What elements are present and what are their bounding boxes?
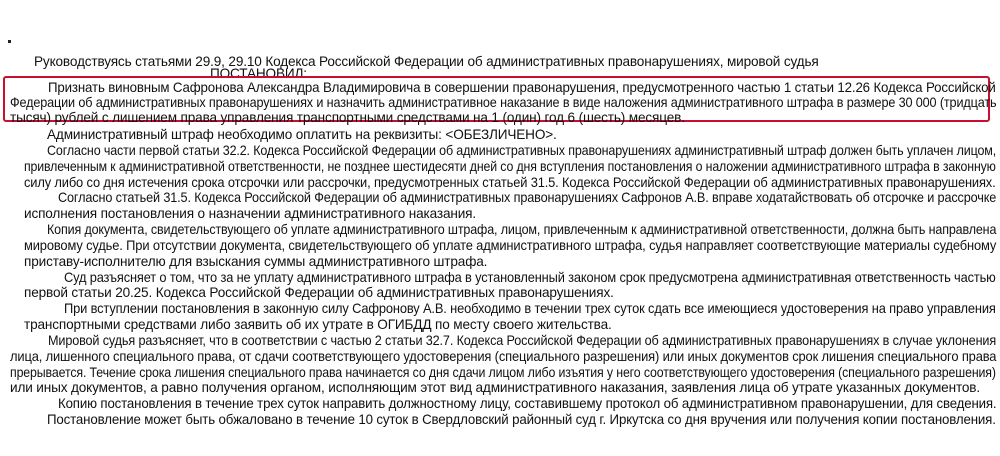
paragraph-line: При вступлении постановления в законную силу Сафронову А.В. необходимо в течении трех суток сдать все имеющиеся удостоверения на право управления xyxy=(64,301,996,316)
paragraph-line: приставу-исполнителю для взыскания суммы административного штрафа. xyxy=(24,254,488,269)
paragraph-line: Копия документа, свидетельствующего об уплате административного штрафа, лицом, привлеченным к административной ответственности, должна быть направлена xyxy=(47,222,997,237)
paragraph-line: Административный штраф необходимо оплатить на реквизиты: <ОБЕЗЛИЧЕНО>. xyxy=(47,127,557,142)
bullet-mark xyxy=(8,40,11,43)
ruling-heading: ПОСТАНОВИЛ: xyxy=(210,66,307,81)
paragraph-line: Согласно статьей 31.5. Кодекса Российской Федерации об административных правонарушениях Сафронов А.В. вправе ходатайствовать об отсрочке и рассрочке xyxy=(58,190,997,205)
paragraph-line: Мировой судья разъясняет, что в соответствии с частью 2 статьи 32.7. Кодекса Российской Федерации об административных правонарушениях в случае уклонения xyxy=(48,333,997,348)
paragraph-line: привлеченным к административной ответственности, не позднее шестидесяти дней со дня вступления постановления о наложении административного штрафа в законную xyxy=(24,159,996,174)
paragraph-line: Постановление может быть обжаловано в течение 10 суток в Свердловский районный суд г. Иркутска со дня вручения или получения копии постановления. xyxy=(47,412,996,427)
paragraph-line: первой статьи 20.25. Кодекса Российской Федерации об административных правонарушениях. xyxy=(24,285,614,300)
paragraph-line: исполнения постановления о назначении административного наказания. xyxy=(24,206,477,221)
paragraph-line: силу либо со дня истечения срока отсрочки или рассрочки, предусмотренных статьей 31.5. Кодекса Российской Федерации об административных правонарушениях. xyxy=(24,175,996,190)
paragraph-line: Суд разъясняет о том, что за не уплату административного штрафа в установленный законом срок предусмотрена административная ответственность частью xyxy=(64,270,996,285)
paragraph-line: транспортными средствами либо заявить об их утрате в ОГИБДД по месту своего жительства. xyxy=(24,317,612,332)
paragraph-line: прерывается. Течение срока лишения специального права начинается со дня сдачи лицом либо изъятия у него соответствующего удостоверения (специального разрешения) xyxy=(10,365,996,380)
highlighted-line-1: Признать виновным Сафронова Александра Владимировича в совершении правонарушения, предусмотренного частью 1 статьи 12.26 Кодекса Российской xyxy=(48,80,996,95)
highlighted-line-2: Федерации об административных правонарушениях и назначить административное наказание в виде наложения административного штрафа в размере 30 000 (тридцать xyxy=(10,95,997,110)
paragraph-line: Согласно части первой статьи 32.2. Кодекса Российской Федерации об административных правонарушениях административный штраф должен быть уплачен лицом, xyxy=(47,143,997,158)
paragraph-line: Копию постановления в течение трех суток направить должностному лицу, составившему протокол об административном правонарушении, для сведения. xyxy=(58,396,997,411)
paragraph-line: лица, лишенного специального права, от сдачи соответствующего удостоверения (специального разрешения) или иных документов срок лишения специального права xyxy=(10,349,997,364)
intro-line: Руководствуясь статьями 29.9, 29.10 Кодекса Российской Федерации об административных правонарушениях, мировой судья xyxy=(34,54,819,69)
paragraph-line: мировому судье. При отсутствии документа, свидетельствующего об уплате административного штрафа, судья направляет соответствующие материалы судебному xyxy=(24,238,997,253)
paragraph-line: или иных документов, а равно получения органом, исполняющим этот вид административного наказания, заявления лица об утрате указанных документов. xyxy=(10,380,980,395)
highlighted-line-3: тысяч) рублей с лишением права управления транспортными средствами на 1 (один) год 6 (шесть) месяцев. xyxy=(10,110,685,125)
